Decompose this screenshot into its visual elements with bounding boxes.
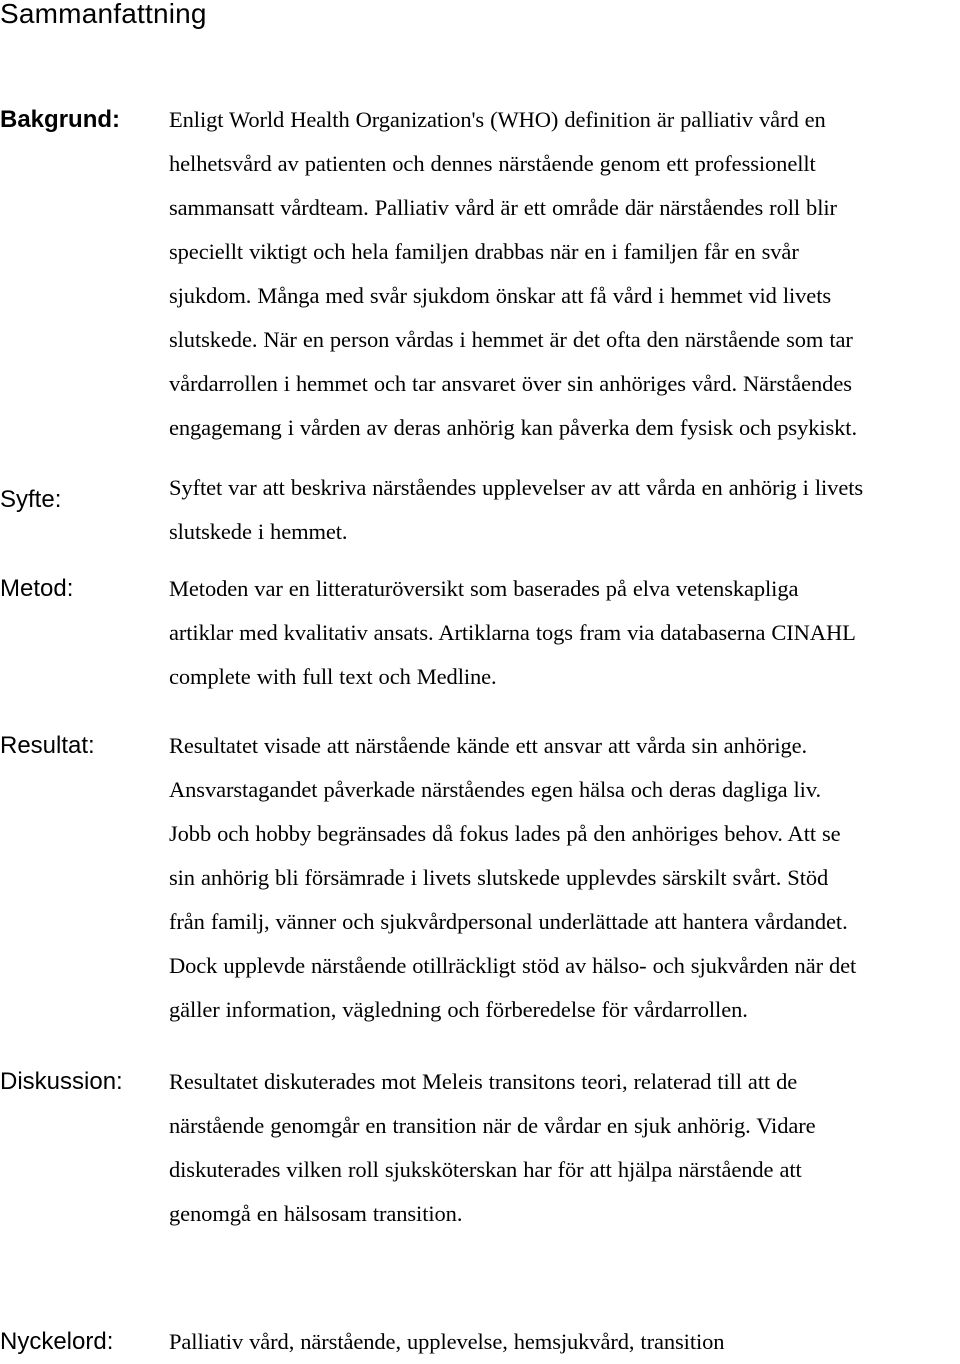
section-label-syfte: Syfte: [0, 486, 62, 513]
section-label-diskussion: Diskussion: [0, 1068, 123, 1095]
section-label-metod: Metod: [0, 575, 74, 602]
text-line: sjukdom. Många med svår sjukdom önskar att få vård i hemmet vid livets [169, 283, 832, 308]
text-line: gäller information, vägledning och förberedelse för vårdarrollen. [169, 997, 748, 1022]
section-text-metod [169, 567, 960, 699]
text-line: Syftet var att beskriva närståendes upplevelser av att vårda en anhörig i livets [169, 475, 864, 500]
text-line: Metoden var en litteraturöversikt som baserades på elva vetenskapliga [169, 576, 799, 601]
section-text-nyckelord [169, 1320, 960, 1364]
text-line: engagemang i vården av deras anhörig kan påverka dem fysisk och psykiskt. [169, 415, 857, 440]
section-text-syfte [169, 466, 960, 554]
text-line: sammansatt vårdteam. Palliativ vård är ett område där närståendes roll blir [169, 195, 837, 220]
text-line: Resultatet diskuterades mot Meleis transitons teori, relaterad till att de [169, 1069, 798, 1094]
section-text-resultat [169, 724, 960, 1032]
section-text-diskussion [169, 1060, 960, 1236]
text-line: Dock upplevde närstående otillräckligt stöd av hälso- och sjukvården när det [169, 953, 857, 978]
section-label-nyckelord: Nyckelord: [0, 1328, 114, 1355]
text-line: Jobb och hobby begränsades då fokus lades på den anhöriges behov. Att se [169, 821, 841, 846]
text-line: speciellt viktigt och hela familjen drabbas när en i familjen får en svår [169, 239, 799, 264]
text-line: helhetsvård av patienten och dennes närstående genom ett professionellt [169, 151, 816, 176]
text-line: närstående genomgår en transition när de vårdar en sjuk anhörig. Vidare [169, 1113, 816, 1138]
section-text-bakgrund [169, 98, 960, 450]
page-title: Sammanfattning [0, 0, 207, 29]
text-line: från familj, vänner och sjukvårdpersonal underlättade att hantera vårdandet. [169, 909, 848, 934]
text-line: complete with full text och Medline. [169, 664, 497, 689]
text-line: slutskede. När en person vårdas i hemmet är det ofta den närstående som tar [169, 327, 853, 352]
section-label-resultat: Resultat: [0, 732, 95, 759]
text-line: Palliativ vård, närstående, upplevelse, hemsjukvård, transition [169, 1329, 725, 1354]
text-line: Resultatet visade att närstående kände ett ansvar att vårda sin anhörige. [169, 733, 808, 758]
text-line: Enligt World Health Organization's (WHO) definition är palliativ vård en [169, 107, 826, 132]
text-line: genomgå en hälsosam transition. [169, 1201, 463, 1226]
text-line: slutskede i hemmet. [169, 519, 348, 544]
text-line: artiklar med kvalitativ ansats. Artiklarna togs fram via databaserna CINAHL [169, 620, 856, 645]
text-line: Ansvarstagandet påverkade närståendes egen hälsa och deras dagliga liv. [169, 777, 822, 802]
text-line: vårdarrollen i hemmet och tar ansvaret över sin anhöriges vård. Närståendes [169, 371, 852, 396]
text-line: diskuterades vilken roll sjuksköterskan har för att hjälpa närstående att [169, 1157, 802, 1182]
text-line: sin anhörig bli försämrade i livets slutskede upplevdes särskilt svårt. Stöd [169, 865, 829, 890]
section-label-bakgrund: Bakgrund: [0, 106, 120, 133]
